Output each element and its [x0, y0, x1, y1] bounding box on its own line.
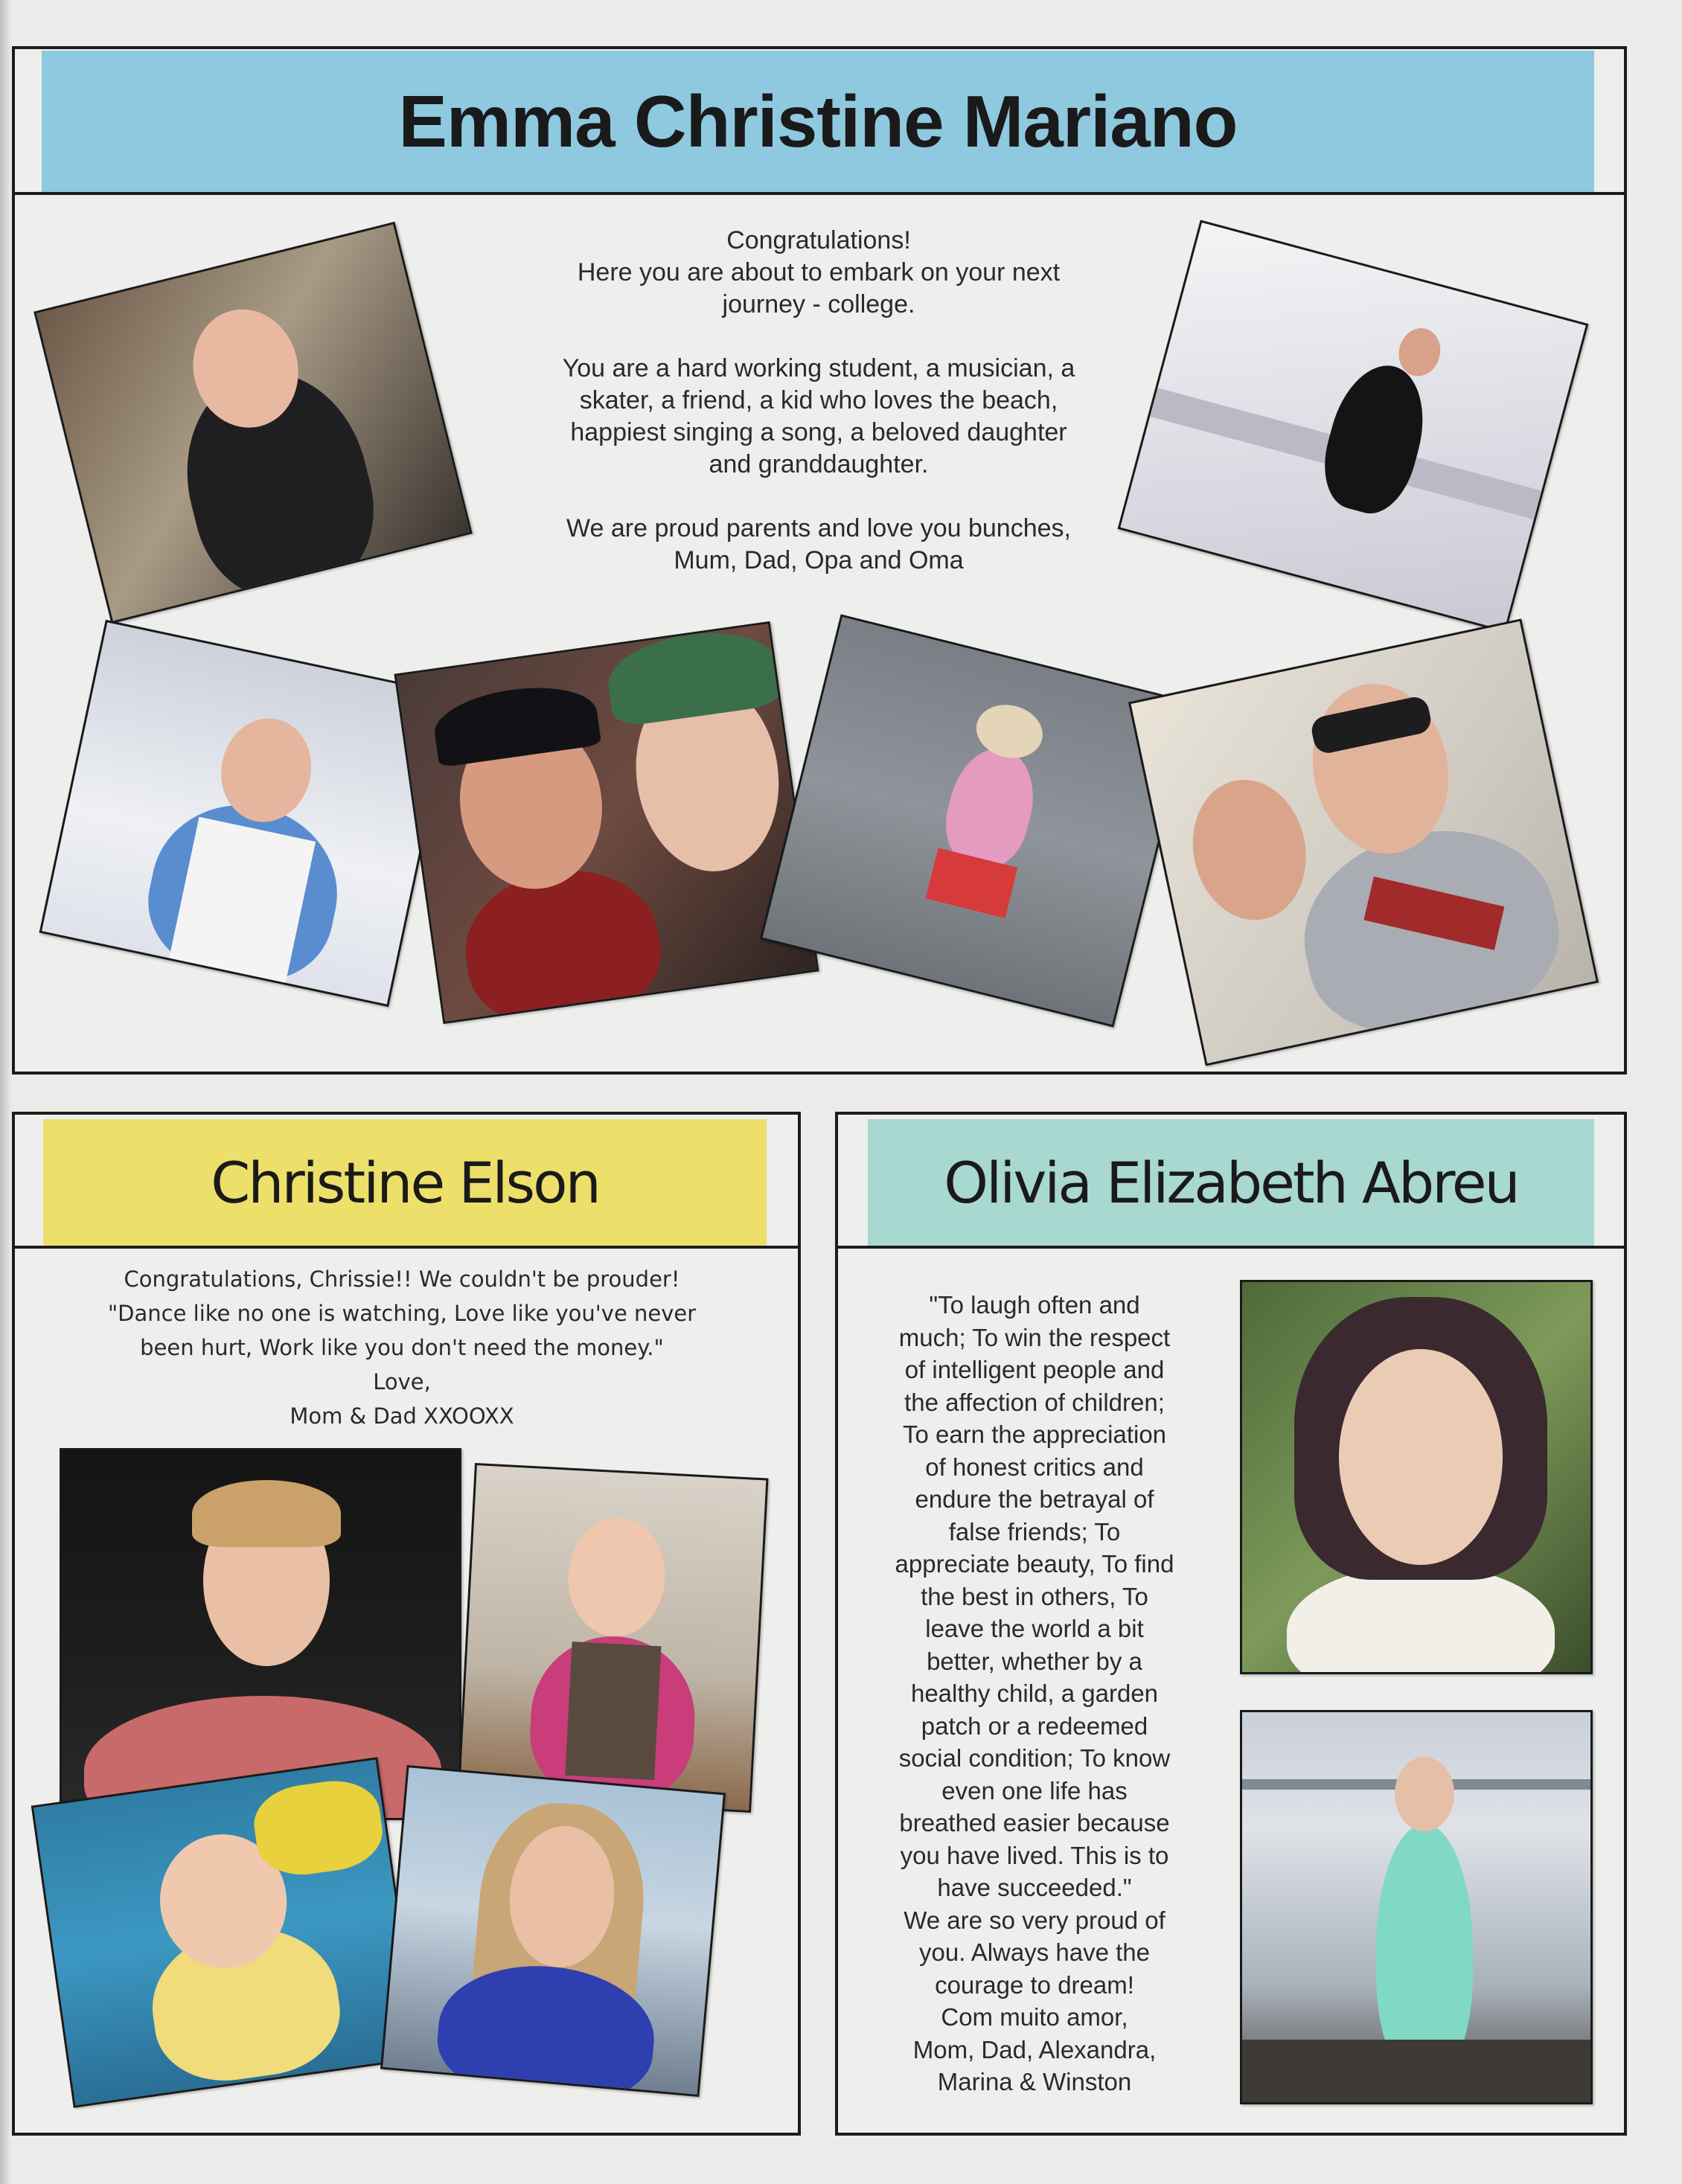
emma-name-banner [42, 51, 1594, 192]
olivia-photo-headshot [1240, 1280, 1593, 1674]
christine-photo-baby-pool [31, 1757, 420, 2107]
christine-photo-toddler-school [457, 1463, 768, 1813]
olivia-banner-divider [837, 1246, 1625, 1249]
emma-banner-divider [13, 192, 1625, 195]
christine-name-banner [43, 1119, 767, 1246]
christine-photo-teen-outdoors [380, 1765, 726, 2097]
emma-photo-dad-and-emma [394, 621, 819, 1024]
christine-photo-teen-portrait [60, 1448, 461, 1820]
olivia-message: "To laugh often and much; To win the respect of intelligent people and the affection of children; To earn the appreciation of honest critics and endure the betrayal of false friends; To appreciate beauty, To find the best in others, To leave the world a bit better, whether by a healthy child, a garden patch or a redeemed social condition; To know even one life has breathed easier because you have lived. This is to have succeeded." We are so very proud of you. Always have the courage to dream! Com muito amor, Mom, Dad, Alexandra, Marina & Winston [895, 1291, 1174, 2095]
olivia-name: Olivia Elizabeth Abreu [944, 1149, 1518, 1216]
christine-banner-divider [13, 1246, 799, 1249]
olivia-name-banner [868, 1119, 1594, 1246]
emma-name: Emma Christine Mariano [398, 80, 1238, 162]
emma-message: Congratulations! Here you are about to embark on your next journey - college. You are a hard working student, a musician, a skater, a friend, a kid who loves the beach, happiest singing a song, a beloved daughter and granddaughter. We are proud parents and love you bunches, Mum, Dad, Opa and Oma [562, 226, 1075, 574]
christine-message: Congratulations, Chrissie!! We couldn't be prouder! "Dance like no one is watching, Love like you've never been hurt, Work like you don't need the money." Love, Mom & Dad XXOOXX [107, 1266, 697, 1429]
page-edge [0, 0, 10, 2184]
olivia-photo-waterfront [1240, 1710, 1593, 2104]
christine-name: Christine Elson [211, 1149, 599, 1216]
